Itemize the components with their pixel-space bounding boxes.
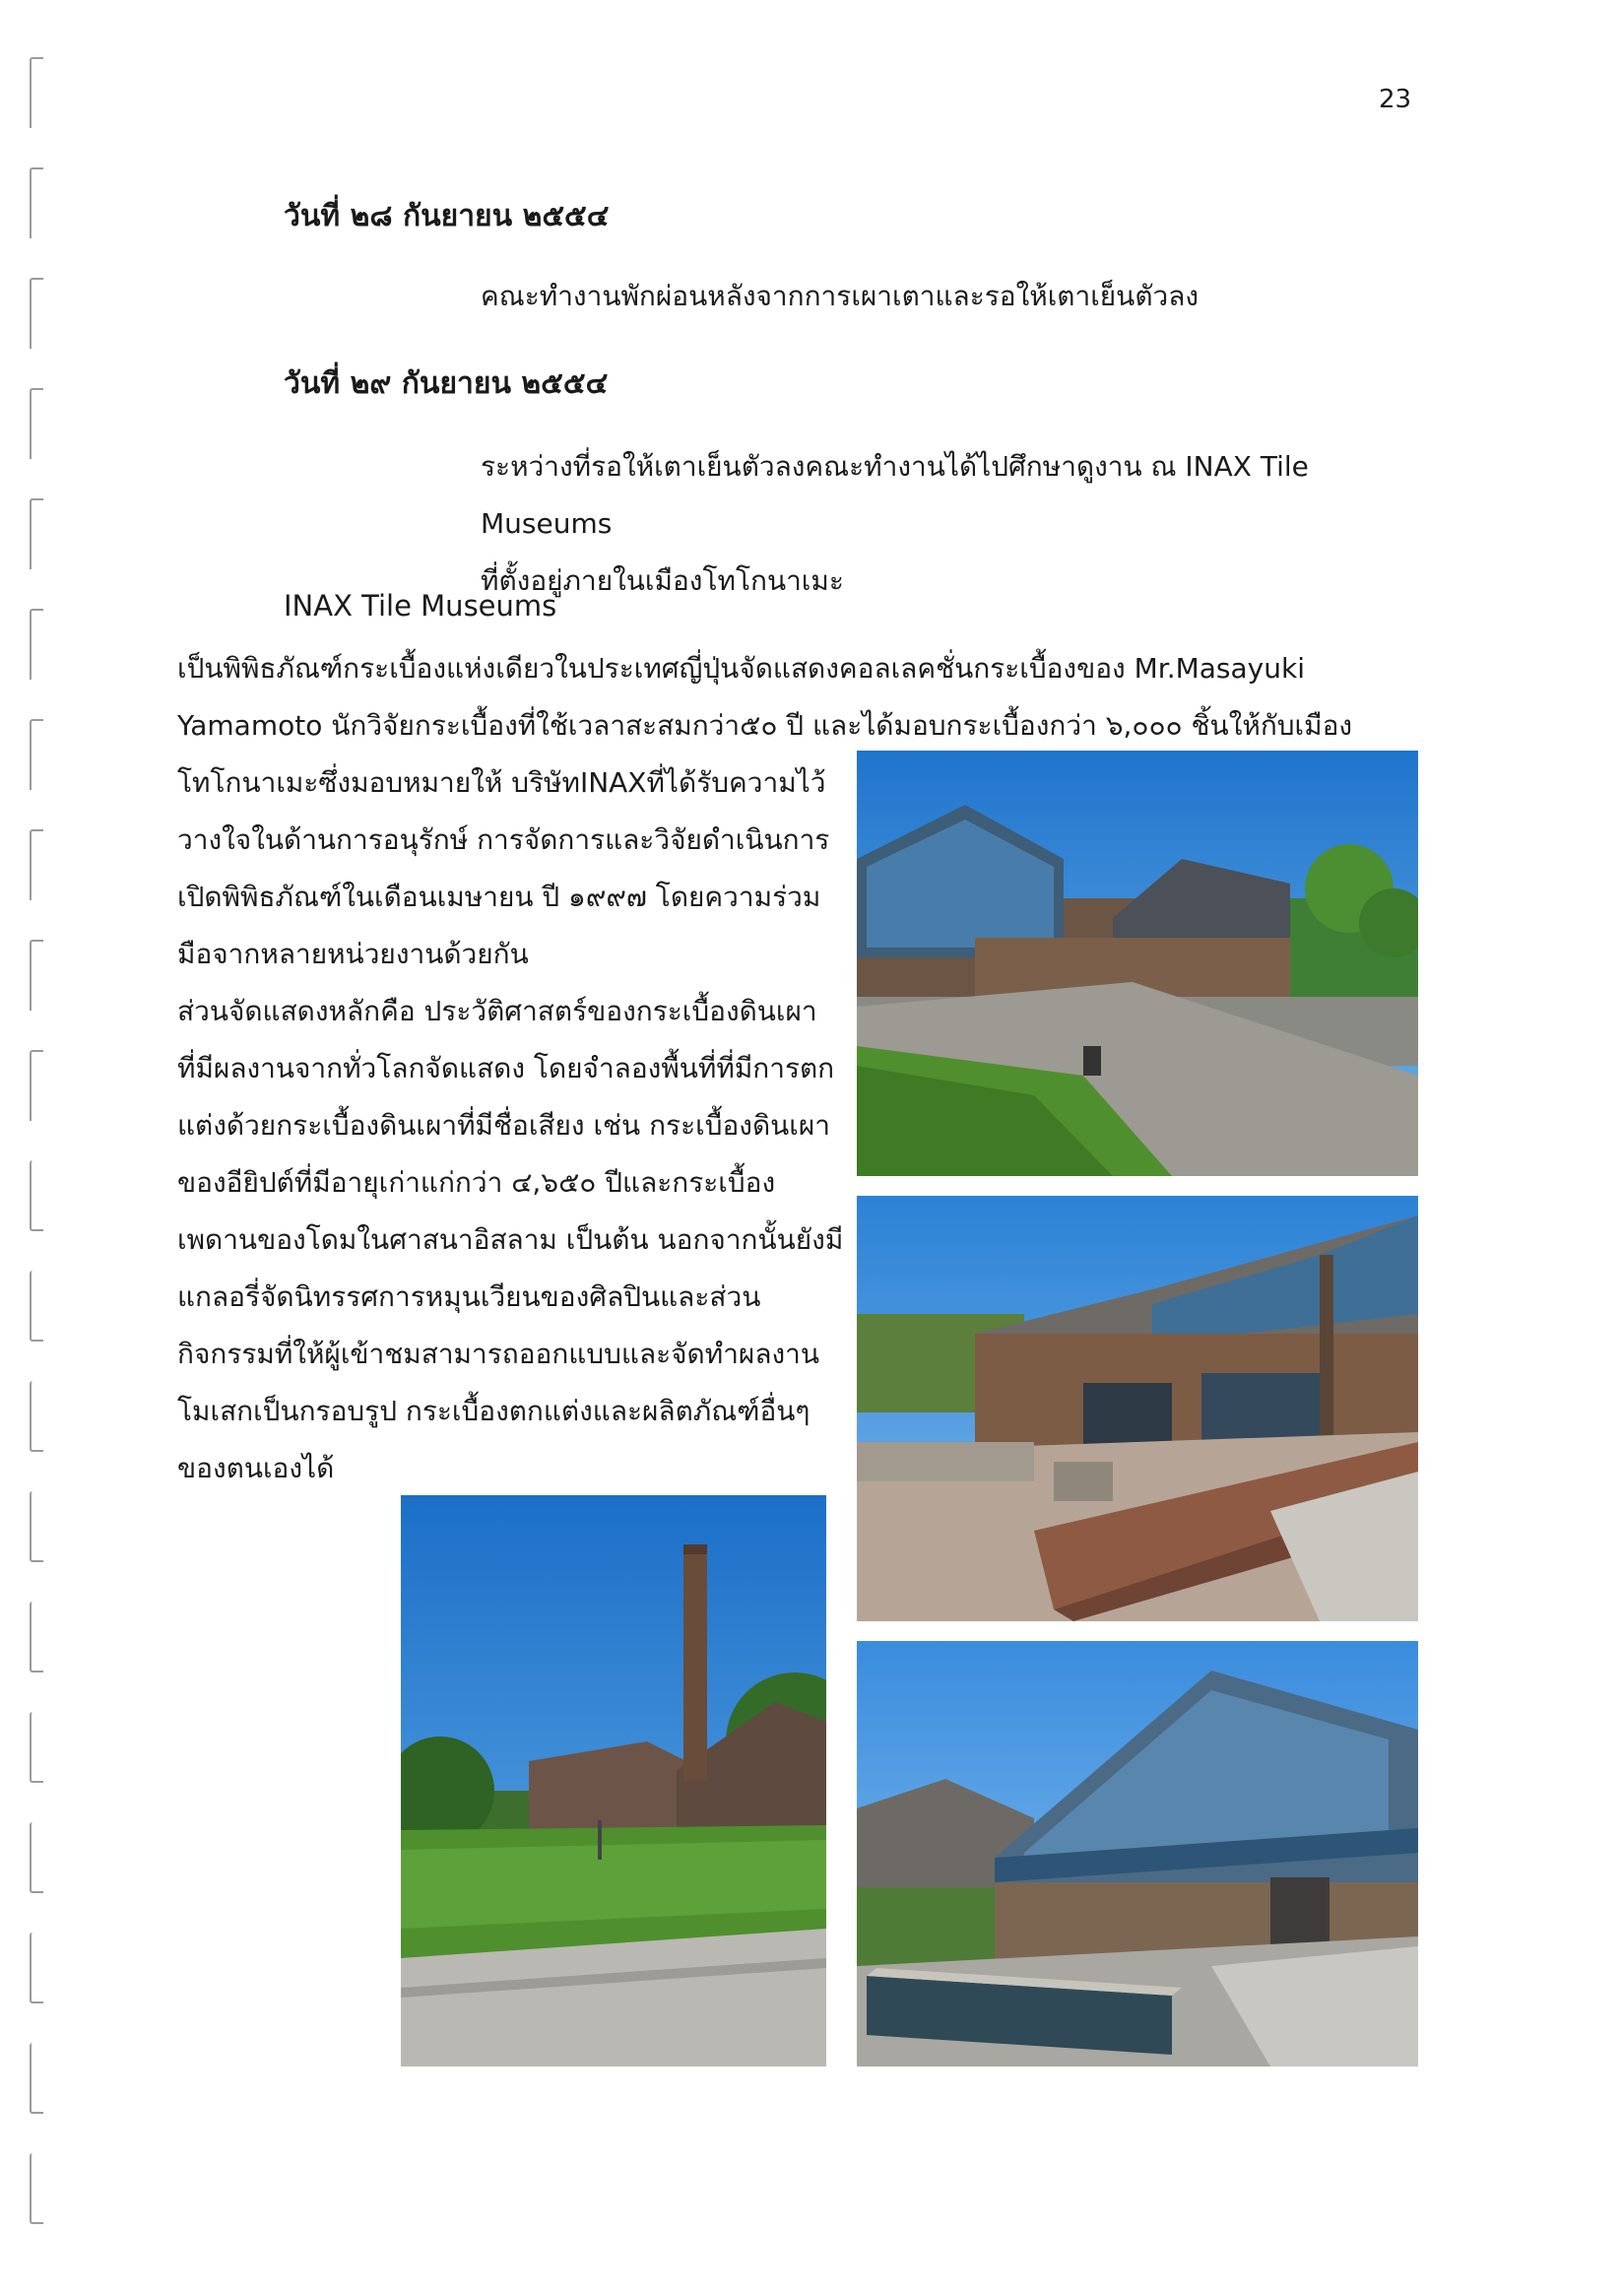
- body-line: ของอียิปต์ที่มีอายุเก่าแก่กว่า ๔,๖๕๐ ปีและกระเบื้อง: [177, 1166, 776, 1199]
- page-number: 23: [1379, 85, 1412, 114]
- entry-text-28: [481, 268, 1426, 325]
- body-line: ที่มีผลงานจากทั่วโลกจัดแสดง โดยจำลองพื้นที่ที่มีการตก: [177, 1052, 835, 1084]
- entry-text-line: ที่ตั้งอยู่ภายในเมืองโทโกนาเมะ: [481, 564, 844, 597]
- body-line: ของตนเองได้: [177, 1452, 335, 1484]
- photo-museum-courtyard: [857, 1196, 1418, 1621]
- intro-line: Yamamoto นักวิจัยกระเบื้องที่ใช้เวลาสะสมกว่า๕๐ ปี และได้มอบกระเบื้องกว่า ๖,๐๐๐ ชิ้นให้กับเมือง: [177, 709, 1353, 742]
- body-line: ส่วนจัดแสดงหลักคือ ประวัติศาสตร์ของกระเบื้องดินเผา: [177, 995, 817, 1027]
- entry-text-line: คณะทำงานพักผ่อนหลังจากการเผาเตาและรอให้เตาเย็นตัวลง: [481, 280, 1200, 312]
- body-line: มือจากหลายหน่วยงานด้วยกัน: [177, 938, 529, 970]
- body-line: เพดานของโดมในศาสนาอิสลาม เป็นต้น นอกจากนั้นยังมี: [177, 1223, 844, 1256]
- section-title: INAX Tile Museums: [284, 589, 557, 623]
- body-line: แกลอรี่จัดนิทรรศการหมุนเวียนของศิลปินและส่วน: [177, 1280, 761, 1313]
- binder-rings: [30, 39, 59, 2206]
- photo-museum-entrance: [857, 751, 1418, 1176]
- section-intro: [177, 640, 1359, 754]
- body-line: เปิดพิพิธภัณฑ์ในเดือนเมษายน ปี ๑๙๙๗ โดยความร่วม: [177, 881, 821, 913]
- photo-glass-building: [857, 1641, 1418, 2066]
- body-line: โทโกนาเมะซึ่งมอบหมายให้ บริษัทINAXที่ได้รับความไว้: [177, 766, 826, 799]
- body-line: วางใจในด้านการอนุรักษ์ การจัดการและวิจัยดำเนินการ: [177, 823, 830, 856]
- entry-date-28: วันที่ ๒๘ กันยายน ๒๕๕๔: [284, 199, 610, 233]
- body-line: กิจกรรมที่ให้ผู้เข้าชมสามารถออกแบบและจัดทำผลงาน: [177, 1338, 820, 1370]
- entry-date-29: วันที่ ๒๙ กันยายน ๒๕๕๔: [284, 366, 609, 401]
- body-line: โมเสกเป็นกรอบรูป กระเบื้องตกแต่งและผลิตภัณฑ์อื่นๆ: [177, 1395, 810, 1427]
- body-line: แต่งด้วยกระเบื้องดินเผาที่มีชื่อเสียง เช่น กระเบื้องดินเผา: [177, 1109, 830, 1142]
- entry-text-29: [481, 438, 1426, 610]
- intro-line: เป็นพิพิธภัณฑ์กระเบื้องแห่งเดียวในประเทศญี่ปุ่นจัดแสดงคอลเลคชั่นกระเบื้องของ Mr.Masayuki: [177, 652, 1305, 685]
- entry-text-line: ระหว่างที่รอให้เตาเย็นตัวลงคณะทำงานได้ไปศึกษาดูงาน ณ INAX Tile Museums: [481, 450, 1309, 540]
- photo-kiln-chimney: [401, 1495, 826, 2066]
- section-body: [177, 754, 847, 1497]
